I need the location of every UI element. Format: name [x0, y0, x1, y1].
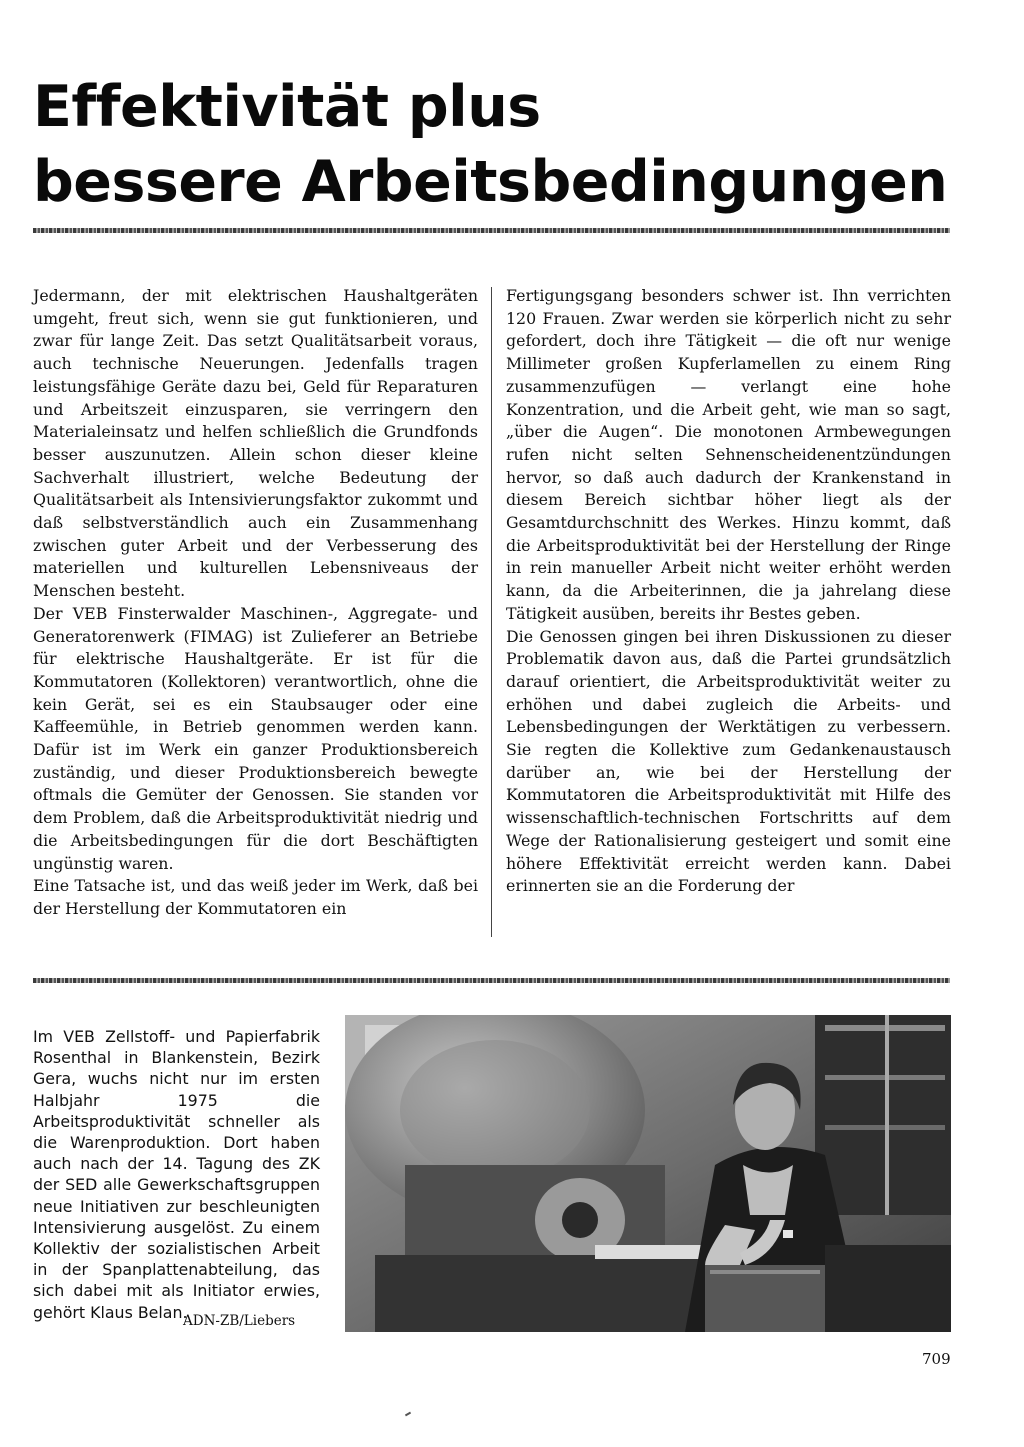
photo-credit: ADN-ZB/Liebers	[183, 1313, 296, 1329]
scan-speck	[405, 1412, 411, 1417]
middle-rule	[33, 978, 950, 983]
paragraph: Der VEB Finsterwalder Maschinen-, Aggregate- und Generatorenwerk (FIMAG) ist Zulieferer an Betriebe für elektrische Haushaltgeräte. Er ist für die Kommutatoren (Kollektoren) verantwortlich, ohne die kein Gerät, sei es ein Staubsauger oder eine Kaffeemühle, in Betrieb genommen werden kann. Dafür ist im Werk ein ganzer Produktionsbereich zuständig, und dieser Produktionsbereich bewegte oftmals die Gemüter der Genossen. Sie standen vor dem Problem, daß die Arbeitsproduktivität niedrig und die Arbeitsbedingungen für die dort Beschäftigten ungünstig waren.	[33, 603, 478, 873]
paragraph: Jedermann, der mit elektrischen Haushaltgeräten umgeht, freut sich, wenn sie gut funktionieren, und zwar für lange Zeit. Das setzt Qualitätsarbeit voraus, auch technische Neuerungen. Jedenfalls tragen leistungsfähige Geräte dazu bei, Geld für Reparaturen und Arbeitszeit einzusparen, sie verringern den Materialeinsatz und helfen schließlich die Grundfonds besser auszunutzen. Allein schon dieser kleine Sachverhalt illustriert, welche Bedeutung der Qualitätsarbeit als Intensivierungsfaktor zukommt und daß selbstverständlich auch ein Zusammenhang zwischen guter Arbeit und der Verbesserung des materiellen und kulturellen Lebensniveaus der Menschen besteht.	[33, 286, 478, 601]
paragraph: Eine Tatsache ist, und das weiß jeder im Werk, daß bei der Herstellung der Kommutatoren ein	[33, 876, 478, 918]
paragraph: Die Genossen gingen bei ihren Diskussionen zu dieser Problematik davon aus, daß die Partei grundsätzlich darauf orientiert, die Arbeitsproduktivität weiter zu erhöhen und dabei zugleich die Arbeits- und Lebensbedingungen der Werktätigen zu verbessern. Sie regten die Kollektive zum Gedankenaustausch darüber an, wie bei der Herstellung der Kommutatoren die Arbeitsproduktivität mit Hilfe des wissenschaftlich-technischen Fortschritts auf dem Wege der Rationalisierung gesteigert und somit eine höhere Effektivität erreicht werden kann. Dabei erinnerten sie an die Forderung der	[506, 626, 951, 896]
top-rule	[33, 228, 950, 233]
title-line-2: bessere Arbeitsbedingungen	[33, 148, 948, 215]
page-number: 709	[922, 1350, 951, 1368]
article-title	[33, 70, 947, 219]
column-divider	[491, 287, 492, 937]
paragraph: Fertigungsgang besonders schwer ist. Ihn verrichten 120 Frauen. Zwar werden sie körperlich nicht zu sehr gefordert, doch ihre Tätigkeit — die oft nur wenige Millimeter großen Kupferlamellen zu einem Ring zusammenzufügen — verlangt eine hohe Konzentration, und die Arbeit geht, wie man so sagt, „über die Augen“. Die monotonen Armbewegungen rufen nicht selten Sehnenscheidenentzündungen hervor, so daß auch dadurch der Krankenstand in diesem Bereich sichtbar höher liegt als der Gesamtdurchschnitt des Werkes. Hinzu kommt, daß die Arbeitsproduktivität bei der Herstellung der Ringe in rein manueller Arbeit nicht weiter erhöht werden kann, da die Arbeiterinnen, die ja jahrelang diese Tätigkeit ausüben, bereits ihr Bestes geben.	[506, 286, 951, 623]
photo-worker-at-machine	[345, 1015, 951, 1332]
left-column	[33, 285, 478, 921]
right-column	[506, 285, 951, 898]
photo-caption: Im VEB Zellstoff- und Papierfabrik Rosenthal in Blankenstein, Bezirk Gera, wuchs nicht nur im ersten Halbjahr 1975 die Arbeitsproduktivität schneller als die Warenproduktion. Dort haben auch nach der 14. Tagung des ZK der SED alle Gewerkschaftsgruppen neue Initiativen zur beschleunigten Intensivierung ausgelöst. Zu einem Kollektiv der sozialistischen Arbeit in der Spanplattenabteilung, das sich dabei mit als Initiator erwies, gehört Klaus Belan.	[33, 1027, 320, 1322]
title-line-1: Effektivität plus	[33, 74, 541, 140]
photo-image	[345, 1015, 951, 1332]
